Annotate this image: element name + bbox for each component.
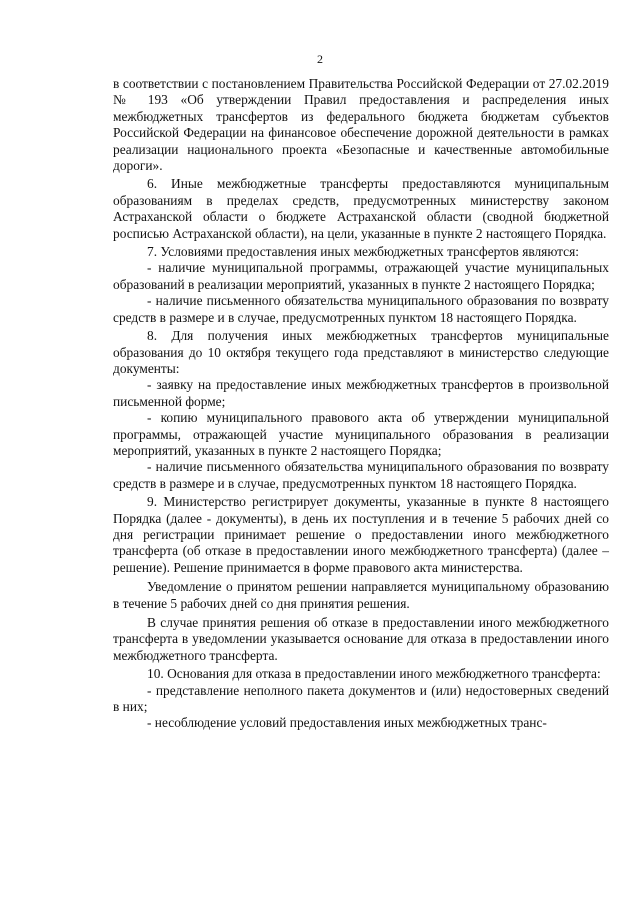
list-item-application: - заявку на предоставление иных межбюджетных трансфертов в произвольной письменной форме; xyxy=(113,377,609,409)
list-item-written-obligation-2: - наличие письменного обязательства муниципального образования по возврату средств в размере и в случае, предусмотренных пунктом 18 настоящего Порядка. xyxy=(113,459,609,491)
list-item-legal-act-copy: - копию муниципального правового акта об утверждении муниципальной программы, отражающей участие муниципального образования в реализации мероприятий, указанных в пункте 2 настоящего Порядка; xyxy=(113,410,609,458)
paragraph-item-7: 7. Условиями предоставления иных межбюджетных трансфертов являются: xyxy=(147,244,580,260)
paragraph-item-10: 10. Основания для отказа в предоставлении иного межбюджетного трансферта: xyxy=(147,666,601,682)
list-item-written-obligation: - наличие письменного обязательства муниципального образования по возврату средств в размере и в случае, предусмотренных пунктом 18 настоящего Порядка. xyxy=(113,293,609,325)
list-item-noncompliance: - несоблюдение условий предоставления иных межбюджетных транс- xyxy=(147,715,547,731)
document-body xyxy=(113,76,609,732)
list-item-municipal-program: - наличие муниципальной программы, отражающей участие муниципальных образований в реализации мероприятий, указанных в пункте 2 настоящего Порядка; xyxy=(113,260,609,292)
paragraph-item-6: 6. Иные межбюджетные трансферты предоставляются муниципальным образованиям в пределах средств, предусмотренных министерству законом Астраханской области о бюджете Астраханской области (сводной бюджетной росписью Астраханской области), на цели, указанные в пункте 2 настоящего Порядка. xyxy=(113,176,609,241)
paragraph-refusal-case: В случае принятия решения об отказе в предоставлении иного межбюджетного трансферта в уведомлении указывается основание для отказа в предоставлении иного межбюджетного трансферта. xyxy=(113,615,609,663)
paragraph-item-8: 8. Для получения иных межбюджетных трансфертов муниципальные образования до 10 октября текущего года представляют в министерство следующие документы: xyxy=(113,328,609,376)
page-number: 2 xyxy=(317,52,323,66)
paragraph-decree-reference: в соответствии с постановлением Правительства Российской Федерации от 27.02.2019 № 193 «Об утверждении Правил предоставления и распределения иных межбюджетных трансфертов из федерального бюджета бюджетам субъектов Российской Федерации на финансовое обеспечение дорожной деятельности в рамках реализации национального проекта «Безопасные и качественные автомобильные дороги». xyxy=(113,76,609,174)
paragraph-notification: Уведомление о принятом решении направляется муниципальному образованию в течение 5 рабочих дней со дня принятия решения. xyxy=(113,579,609,611)
list-item-incomplete-documents: - представление неполного пакета документов и (или) недостоверных сведений в них; xyxy=(113,682,609,715)
paragraph-item-9: 9. Министерство регистрирует документы, указанные в пункте 8 настоящего Порядка (далее - документы), в день их поступления и в течение 5 рабочих дней со дня регистрации принимает решение о предоставлении иного межбюджетного трансферта (об отказе в предоставлении иного межбюджетного трансферта) (далее – решение). Решение принимается в форме правового акта министерства. xyxy=(113,494,609,575)
